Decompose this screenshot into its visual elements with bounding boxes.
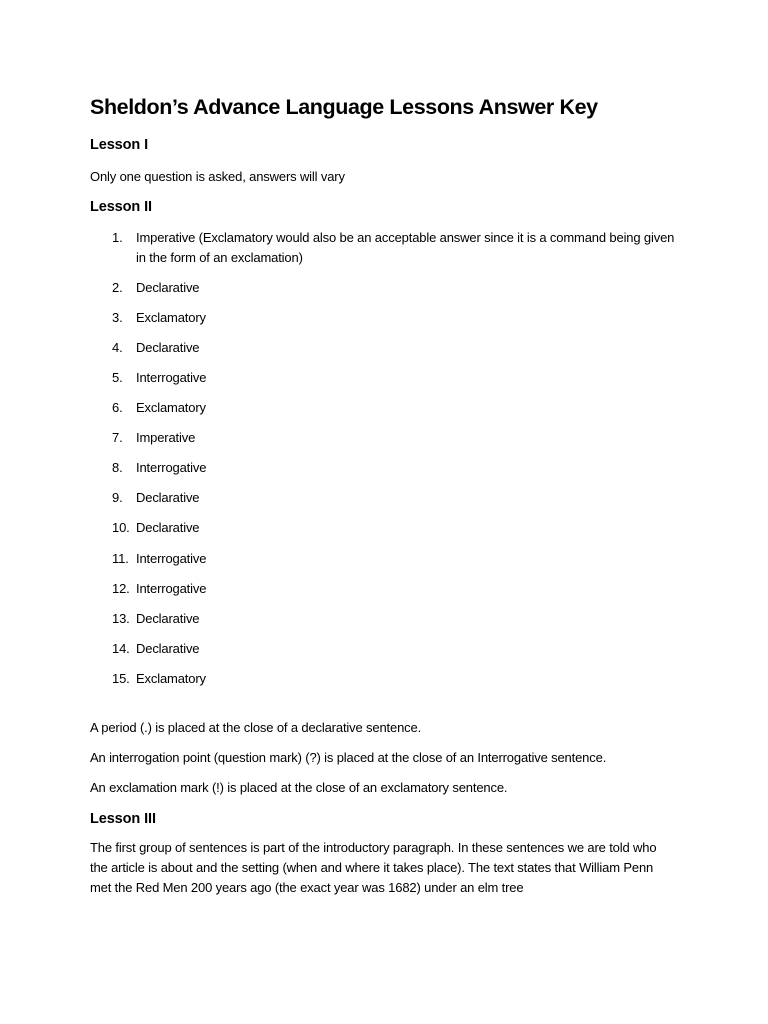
- lesson-2-answer-list: [90, 228, 680, 689]
- answer-text: Declarative: [136, 641, 200, 656]
- note-exclamation-mark: An exclamation mark (!) is placed at the close of an exclamatory sentence.: [90, 780, 508, 795]
- answer-item-9: [90, 488, 680, 508]
- lesson-3-section: [90, 809, 680, 898]
- answer-text: Declarative: [136, 490, 200, 505]
- answer-number: 5.: [112, 370, 123, 385]
- punctuation-notes: [90, 718, 680, 798]
- answer-text: Exclamatory: [136, 671, 206, 686]
- answer-number: 7.: [112, 430, 123, 445]
- answer-text: Declarative: [136, 340, 200, 355]
- answer-item-1: [90, 228, 680, 268]
- answer-item-6: [90, 398, 680, 418]
- answer-number: 15.: [112, 671, 130, 686]
- lesson-2-heading: Lesson II: [90, 199, 152, 215]
- answer-text: Declarative: [136, 280, 200, 295]
- answer-item-14: [90, 639, 680, 659]
- document-title: Sheldon’s Advance Language Lessons Answer Key: [90, 95, 598, 119]
- answer-text: Interrogative: [136, 370, 207, 385]
- answer-item-4: [90, 338, 680, 358]
- answer-number: 9.: [112, 490, 123, 505]
- answer-text: Interrogative: [136, 460, 207, 475]
- answer-item-3: [90, 308, 680, 328]
- lesson-3-text: The first group of sentences is part of the introductory paragraph. In these sentences we are told who the article is about and the setting (when and where it takes place). The text states that William Penn met the Red Men 200 years ago (the exact year was 1682) under an elm tree: [90, 840, 657, 895]
- answer-text: Declarative: [136, 520, 200, 535]
- answer-number: 10.: [112, 520, 130, 535]
- answer-item-7: [90, 428, 680, 448]
- answer-number: 3.: [112, 310, 123, 325]
- answer-item-13: [90, 609, 680, 629]
- answer-number: 13.: [112, 611, 130, 626]
- answer-number: 14.: [112, 641, 130, 656]
- answer-text: Imperative (Exclamatory would also be an acceptable answer since it is a command being given in the form of an exclamation): [136, 230, 675, 265]
- answer-item-5: [90, 368, 680, 388]
- answer-number: 12.: [112, 581, 130, 596]
- document-page: [90, 92, 680, 898]
- note-period: A period (.) is placed at the close of a declarative sentence.: [90, 720, 422, 735]
- answer-item-8: [90, 458, 680, 478]
- answer-number: 11.: [112, 551, 129, 566]
- answer-number: 1.: [112, 230, 123, 245]
- note-question-mark: An interrogation point (question mark) (?) is placed at the close of an Interrogative sentence.: [90, 750, 607, 765]
- answer-text: Interrogative: [136, 581, 207, 596]
- lesson-3-heading: Lesson III: [90, 811, 156, 827]
- answer-text: Interrogative: [136, 551, 207, 566]
- answer-item-11: [90, 549, 680, 569]
- answer-text: Imperative: [136, 430, 196, 445]
- answer-number: 4.: [112, 340, 123, 355]
- answer-item-15: [90, 669, 680, 689]
- lesson-2-section: [90, 197, 680, 798]
- answer-text: Exclamatory: [136, 400, 206, 415]
- lesson-1-text: Only one question is asked, answers will vary: [90, 169, 345, 184]
- answer-number: 6.: [112, 400, 123, 415]
- answer-number: 8.: [112, 460, 123, 475]
- answer-item-2: [90, 278, 680, 298]
- answer-text: Exclamatory: [136, 310, 206, 325]
- answer-item-10: [90, 518, 680, 538]
- answer-number: 2.: [112, 280, 123, 295]
- lesson-1-section: [90, 135, 680, 187]
- answer-item-12: [90, 579, 680, 599]
- lesson-1-heading: Lesson I: [90, 137, 149, 153]
- answer-text: Declarative: [136, 611, 200, 626]
